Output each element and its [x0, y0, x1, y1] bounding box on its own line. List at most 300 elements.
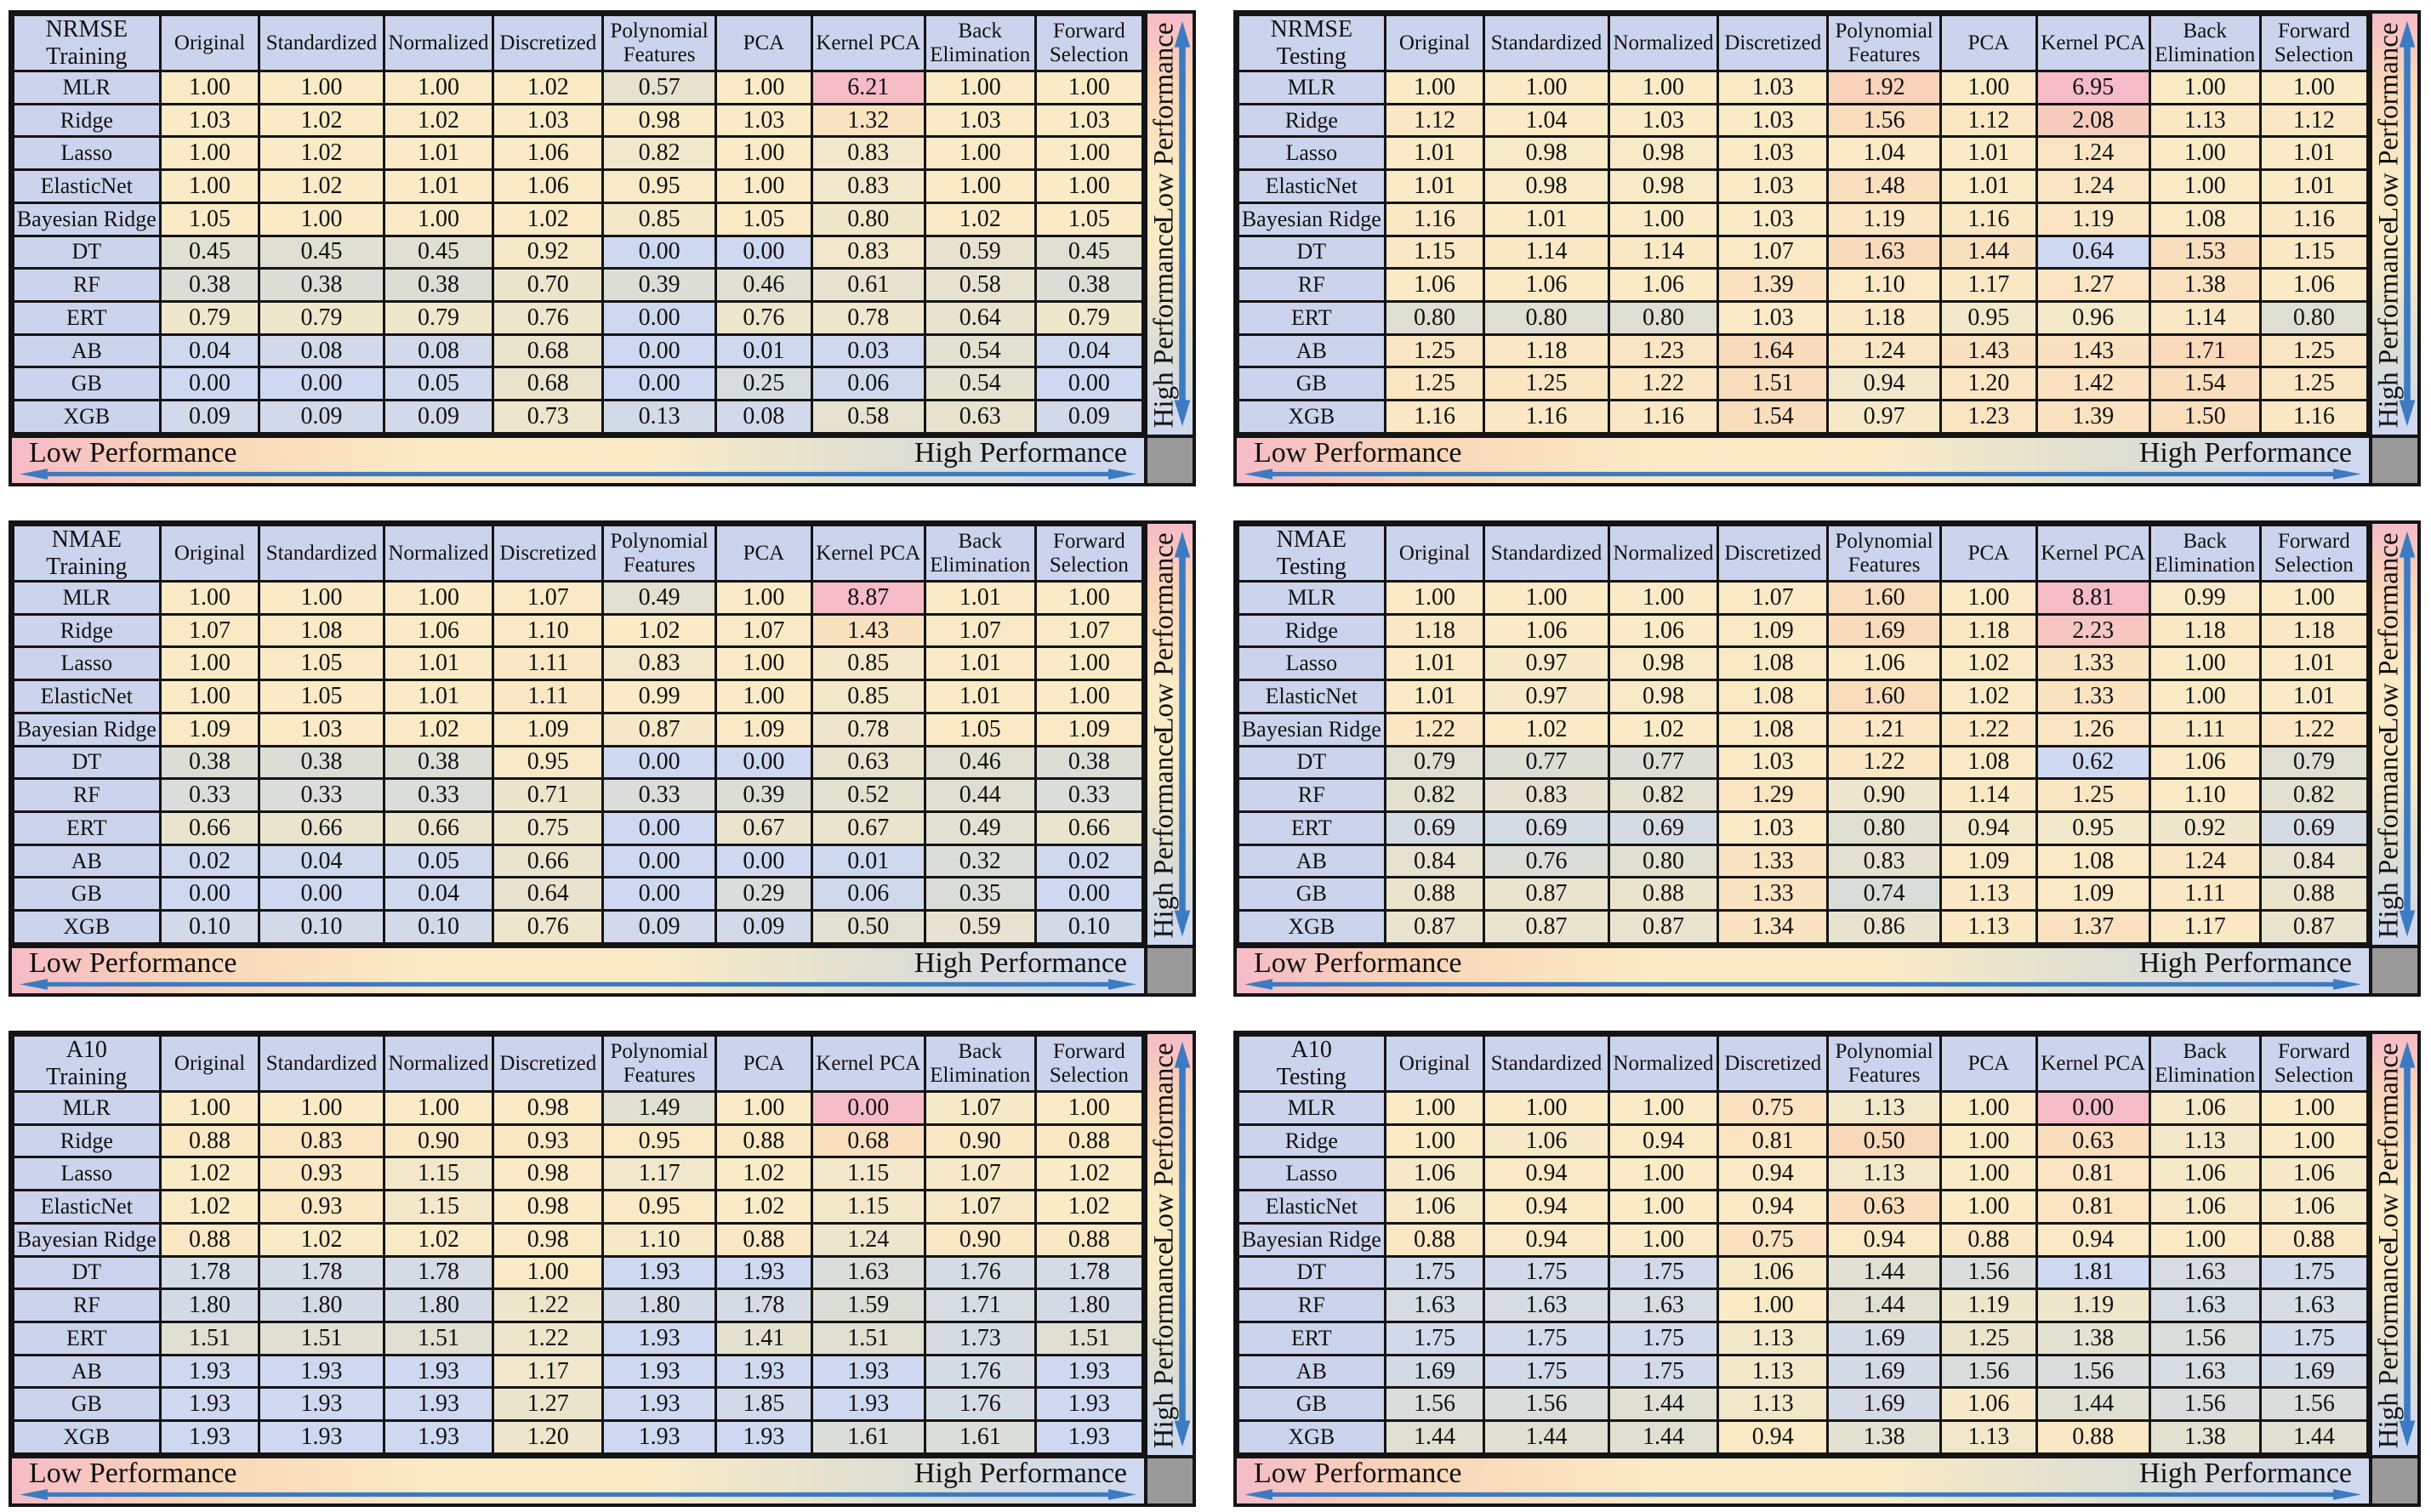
low-performance-label-vertical: Low Performance: [1148, 22, 1180, 225]
value-cell: 0.44: [925, 779, 1035, 812]
value-cell: 0.88: [715, 1223, 811, 1256]
table-row: [14, 614, 1143, 647]
value-cell: 1.00: [1484, 1092, 1608, 1125]
value-cell: 0.75: [1718, 1223, 1828, 1256]
value-cell: 0.78: [811, 302, 925, 335]
panel-nmae-training: [9, 520, 1196, 997]
value-cell: 1.18: [2149, 614, 2260, 647]
value-cell: 1.01: [384, 647, 493, 680]
value-cell: 0.57: [603, 71, 716, 105]
value-cell: 1.00: [2149, 680, 2260, 713]
horizontal-double-arrow-icon: [18, 978, 1138, 991]
model-label: ElasticNet: [14, 170, 161, 203]
value-cell: 0.09: [160, 401, 259, 434]
model-label: GB: [14, 367, 161, 401]
value-cell: 1.56: [2149, 1322, 2260, 1356]
value-cell: 1.01: [1484, 202, 1608, 236]
value-cell: 0.80: [1484, 302, 1608, 335]
value-cell: 0.98: [493, 1092, 603, 1125]
value-cell: 1.16: [2260, 401, 2367, 434]
value-cell: 1.02: [384, 1223, 493, 1256]
model-label: DT: [14, 1256, 161, 1289]
column-header: Original: [1385, 1036, 1484, 1092]
low-performance-label: Low Performance: [1254, 1458, 1462, 1489]
value-cell: 0.38: [1035, 269, 1142, 302]
value-cell: 1.43: [811, 614, 925, 647]
value-cell: 1.93: [259, 1421, 384, 1454]
value-cell: 1.93: [603, 1322, 716, 1356]
value-cell: 1.63: [811, 1256, 925, 1289]
value-cell: 1.00: [715, 680, 811, 713]
value-cell: 0.00: [603, 844, 716, 878]
value-cell: 1.38: [2036, 1322, 2149, 1356]
value-cell: 1.08: [1718, 647, 1828, 680]
value-cell: 1.56: [1828, 104, 1941, 137]
table-row: [1238, 202, 2368, 236]
value-cell: 1.00: [259, 582, 384, 615]
value-cell: 1.23: [1940, 401, 2036, 434]
value-cell: 1.00: [1035, 1092, 1142, 1125]
value-cell: 0.00: [160, 878, 259, 911]
value-cell: 0.00: [715, 844, 811, 878]
table-title: NRMSE Testing: [1238, 15, 1386, 71]
value-cell: 1.00: [715, 1092, 811, 1125]
value-cell: 1.05: [259, 647, 384, 680]
value-cell: 0.88: [160, 1223, 259, 1256]
value-cell: 0.33: [384, 779, 493, 812]
table-title: A10 Testing: [1238, 1036, 1386, 1092]
value-cell: 1.08: [1718, 680, 1828, 713]
value-cell: 1.56: [2036, 1355, 2149, 1388]
value-cell: 1.09: [160, 713, 259, 746]
value-cell: 1.81: [2036, 1256, 2149, 1289]
value-cell: 1.75: [1608, 1355, 1718, 1388]
model-label: Bayesian Ridge: [1238, 1223, 1386, 1256]
value-cell: 1.93: [715, 1421, 811, 1454]
value-cell: 0.33: [1035, 779, 1142, 812]
value-cell: 1.01: [925, 582, 1035, 615]
model-label: Ridge: [14, 104, 161, 137]
value-cell: 1.42: [2036, 367, 2149, 401]
value-cell: 1.00: [2260, 1092, 2367, 1125]
value-cell: 1.06: [1940, 1388, 2036, 1421]
value-cell: 1.08: [2036, 844, 2149, 878]
performance-legend-horizontal: [12, 435, 1144, 483]
column-header: Back Elimination: [925, 526, 1035, 582]
column-header: Discretized: [1718, 15, 1828, 71]
value-cell: 1.33: [1718, 878, 1828, 911]
table-row: [1238, 1421, 2368, 1454]
value-cell: 0.10: [160, 911, 259, 944]
value-cell: 0.87: [1484, 911, 1608, 944]
table-row: [1238, 137, 2368, 170]
value-cell: 0.45: [384, 236, 493, 269]
value-cell: 1.01: [384, 137, 493, 170]
value-cell: 1.00: [1035, 170, 1142, 203]
value-cell: 1.93: [384, 1421, 493, 1454]
value-cell: 1.75: [1484, 1256, 1608, 1289]
value-cell: 1.56: [2260, 1388, 2367, 1421]
value-cell: 1.06: [1484, 269, 1608, 302]
value-cell: 0.79: [259, 302, 384, 335]
value-cell: 0.05: [384, 367, 493, 401]
value-cell: 0.09: [1035, 401, 1142, 434]
model-label: ERT: [14, 302, 161, 335]
value-cell: 0.50: [811, 911, 925, 944]
performance-legend-horizontal: [1237, 435, 2369, 483]
value-cell: 1.00: [715, 71, 811, 105]
model-label: MLR: [14, 582, 161, 615]
table-row: [14, 878, 1143, 911]
value-cell: 1.93: [160, 1355, 259, 1388]
value-cell: 0.94: [1484, 1223, 1608, 1256]
value-cell: 1.02: [259, 170, 384, 203]
value-cell: 1.01: [1940, 137, 2036, 170]
value-cell: 0.88: [1385, 1223, 1484, 1256]
value-cell: 1.80: [259, 1289, 384, 1322]
value-cell: 0.98: [493, 1223, 603, 1256]
value-cell: 0.00: [259, 367, 384, 401]
table-row: [14, 1289, 1143, 1322]
value-cell: 0.68: [493, 334, 603, 367]
value-cell: 1.75: [2260, 1256, 2367, 1289]
value-cell: 0.76: [493, 302, 603, 335]
value-cell: 1.07: [925, 614, 1035, 647]
model-label: AB: [1238, 1355, 1386, 1388]
value-cell: 0.94: [1718, 1157, 1828, 1191]
panel-nrmse-training: [9, 10, 1196, 486]
value-cell: 0.81: [2036, 1157, 2149, 1191]
value-cell: 1.27: [2036, 269, 2149, 302]
value-cell: 1.00: [1940, 582, 2036, 615]
value-cell: 1.16: [2260, 202, 2367, 236]
value-cell: 1.12: [1385, 104, 1484, 137]
high-performance-label-vertical: High Performance: [1148, 221, 1180, 429]
model-label: DT: [14, 746, 161, 779]
value-cell: 0.69: [2260, 812, 2367, 845]
value-cell: 1.11: [493, 680, 603, 713]
vertical-double-arrow-icon: [1173, 1040, 1192, 1448]
value-cell: 1.00: [715, 170, 811, 203]
value-cell: 1.63: [2149, 1256, 2260, 1289]
value-cell: 1.44: [1385, 1421, 1484, 1454]
performance-legend-horizontal: [1237, 1455, 2369, 1503]
value-cell: 1.78: [715, 1289, 811, 1322]
table-title: NRMSE Training: [14, 15, 161, 71]
table-row: [14, 236, 1143, 269]
model-label: Ridge: [1238, 614, 1386, 647]
value-cell: 0.76: [1484, 844, 1608, 878]
value-cell: 0.04: [1035, 334, 1142, 367]
value-cell: 0.66: [384, 812, 493, 845]
value-cell: 1.06: [1385, 1191, 1484, 1224]
model-label: RF: [1238, 1289, 1386, 1322]
value-cell: 1.01: [1385, 680, 1484, 713]
value-cell: 1.09: [715, 713, 811, 746]
value-cell: 1.00: [1035, 137, 1142, 170]
value-cell: 8.81: [2036, 582, 2149, 615]
value-cell: 0.80: [1385, 302, 1484, 335]
value-cell: 1.29: [1718, 779, 1828, 812]
column-header: Forward Selection: [1035, 15, 1142, 71]
low-performance-label-vertical: Low Performance: [2373, 532, 2405, 735]
value-cell: 0.64: [493, 878, 603, 911]
value-cell: 0.88: [160, 1124, 259, 1157]
table-row: [1238, 302, 2368, 335]
high-performance-label-vertical: High Performance: [2373, 1242, 2405, 1449]
value-cell: 1.24: [2149, 844, 2260, 878]
value-cell: 1.43: [2036, 334, 2149, 367]
value-cell: 1.13: [1940, 911, 2036, 944]
model-label: MLR: [1238, 1092, 1386, 1125]
column-header: Polynomial Features: [1828, 15, 1941, 71]
model-label: RF: [14, 779, 161, 812]
value-cell: 1.13: [1940, 1421, 2036, 1454]
value-cell: 0.63: [2036, 1124, 2149, 1157]
value-cell: 1.93: [1035, 1388, 1142, 1421]
value-cell: 1.02: [384, 713, 493, 746]
performance-legend-horizontal: [1237, 945, 2369, 993]
value-cell: 1.48: [1828, 170, 1941, 203]
value-cell: 1.34: [1718, 911, 1828, 944]
value-cell: 1.15: [2260, 236, 2367, 269]
value-cell: 0.38: [160, 746, 259, 779]
value-cell: 0.00: [603, 302, 716, 335]
value-cell: 1.14: [1940, 779, 2036, 812]
value-cell: 1.00: [1608, 1157, 1718, 1191]
value-cell: 0.94: [1828, 1223, 1941, 1256]
value-cell: 1.12: [2260, 104, 2367, 137]
value-cell: 0.79: [160, 302, 259, 335]
value-cell: 1.00: [1035, 680, 1142, 713]
table-row: [14, 269, 1143, 302]
value-cell: 0.46: [925, 746, 1035, 779]
value-cell: 0.35: [925, 878, 1035, 911]
model-label: ERT: [14, 812, 161, 845]
model-label: ElasticNet: [1238, 680, 1386, 713]
value-cell: 1.63: [2260, 1289, 2367, 1322]
value-cell: 1.00: [160, 647, 259, 680]
column-header: Forward Selection: [2260, 1036, 2367, 1092]
value-cell: 0.97: [1484, 647, 1608, 680]
value-cell: 0.45: [259, 236, 384, 269]
value-cell: 0.98: [1608, 170, 1718, 203]
value-cell: 0.68: [811, 1124, 925, 1157]
table-row: [14, 71, 1143, 105]
value-cell: 1.02: [493, 71, 603, 105]
value-cell: 0.08: [715, 401, 811, 434]
value-cell: 1.51: [811, 1322, 925, 1356]
column-header: Forward Selection: [1035, 526, 1142, 582]
value-cell: 1.71: [2149, 334, 2260, 367]
value-cell: 1.06: [1385, 1157, 1484, 1191]
model-label: MLR: [1238, 582, 1386, 615]
value-cell: 0.80: [1828, 812, 1941, 845]
column-header: Kernel PCA: [2036, 15, 2149, 71]
value-cell: 1.44: [1608, 1388, 1718, 1421]
value-cell: 1.93: [259, 1355, 384, 1388]
value-cell: 0.88: [2260, 878, 2367, 911]
column-header: Standardized: [259, 1036, 384, 1092]
value-cell: 1.00: [1608, 1191, 1718, 1224]
value-cell: 1.93: [160, 1388, 259, 1421]
value-cell: 1.25: [1484, 367, 1608, 401]
heatmap-table-nrmse-training: [12, 14, 1144, 435]
table-title: A10 Training: [14, 1036, 161, 1092]
value-cell: 1.02: [603, 614, 716, 647]
value-cell: 1.03: [160, 104, 259, 137]
value-cell: 1.18: [1940, 614, 2036, 647]
value-cell: 1.00: [1608, 582, 1718, 615]
column-header: Discretized: [1718, 526, 1828, 582]
table-row: [1238, 1289, 2368, 1322]
value-cell: 0.81: [2036, 1191, 2149, 1224]
column-header: Standardized: [259, 15, 384, 71]
value-cell: 1.03: [259, 713, 384, 746]
value-cell: 1.00: [1940, 1092, 2036, 1125]
value-cell: 1.24: [2036, 170, 2149, 203]
value-cell: 1.51: [259, 1322, 384, 1356]
value-cell: 1.13: [2149, 1124, 2260, 1157]
column-header: Standardized: [1484, 526, 1608, 582]
corner-spacer: [2369, 1455, 2417, 1503]
value-cell: 1.00: [1385, 1124, 1484, 1157]
value-cell: 1.69: [1385, 1355, 1484, 1388]
value-cell: 1.10: [1828, 269, 1941, 302]
value-cell: 1.63: [2149, 1355, 2260, 1388]
table-row: [14, 1124, 1143, 1157]
value-cell: 0.83: [811, 137, 925, 170]
value-cell: 1.93: [603, 1421, 716, 1454]
value-cell: 0.69: [1608, 812, 1718, 845]
value-cell: 0.94: [1718, 1191, 1828, 1224]
value-cell: 1.05: [925, 713, 1035, 746]
column-header: Back Elimination: [925, 1036, 1035, 1092]
value-cell: 0.96: [2036, 302, 2149, 335]
value-cell: 1.19: [1940, 1289, 2036, 1322]
value-cell: 1.03: [1718, 170, 1828, 203]
value-cell: 1.93: [811, 1388, 925, 1421]
value-cell: 1.03: [1608, 104, 1718, 137]
table-row: [14, 1191, 1143, 1224]
value-cell: 1.05: [1035, 202, 1142, 236]
value-cell: 0.70: [493, 269, 603, 302]
model-label: MLR: [1238, 71, 1386, 105]
model-label: Lasso: [1238, 137, 1386, 170]
value-cell: 1.17: [1940, 269, 2036, 302]
value-cell: 0.49: [603, 582, 716, 615]
value-cell: 1.93: [715, 1256, 811, 1289]
table-row: [1238, 1157, 2368, 1191]
value-cell: 0.92: [2149, 812, 2260, 845]
value-cell: 1.00: [493, 1256, 603, 1289]
value-cell: 1.03: [1718, 104, 1828, 137]
value-cell: 8.87: [811, 582, 925, 615]
value-cell: 0.10: [259, 911, 384, 944]
model-label: Lasso: [14, 137, 161, 170]
value-cell: 0.85: [811, 680, 925, 713]
value-cell: 0.39: [715, 779, 811, 812]
value-cell: 0.33: [259, 779, 384, 812]
value-cell: 0.88: [715, 1124, 811, 1157]
value-cell: 1.06: [1608, 614, 1718, 647]
value-cell: 1.21: [1828, 713, 1941, 746]
value-cell: 0.76: [715, 302, 811, 335]
model-label: AB: [14, 1355, 161, 1388]
vertical-double-arrow-icon: [2398, 1040, 2417, 1448]
value-cell: 1.00: [1385, 582, 1484, 615]
value-cell: 0.74: [1828, 878, 1941, 911]
value-cell: 1.02: [925, 202, 1035, 236]
value-cell: 0.00: [715, 746, 811, 779]
value-cell: 1.25: [1385, 334, 1484, 367]
table-row: [1238, 269, 2368, 302]
value-cell: 1.19: [1828, 202, 1941, 236]
performance-legend-vertical: [1144, 1034, 1193, 1455]
value-cell: 0.80: [1608, 844, 1718, 878]
value-cell: 1.76: [925, 1256, 1035, 1289]
value-cell: 0.08: [384, 334, 493, 367]
value-cell: 1.03: [1718, 71, 1828, 105]
value-cell: 0.80: [811, 202, 925, 236]
value-cell: 0.63: [925, 401, 1035, 434]
low-performance-label: Low Performance: [29, 947, 237, 979]
value-cell: 1.54: [1718, 401, 1828, 434]
value-cell: 1.00: [384, 582, 493, 615]
column-header: Original: [1385, 15, 1484, 71]
value-cell: 0.78: [811, 713, 925, 746]
value-cell: 1.07: [1718, 236, 1828, 269]
value-cell: 1.78: [259, 1256, 384, 1289]
value-cell: 0.98: [493, 1157, 603, 1191]
value-cell: 1.93: [603, 1388, 716, 1421]
value-cell: 1.51: [1718, 367, 1828, 401]
value-cell: 1.16: [1385, 202, 1484, 236]
column-header: PCA: [1940, 526, 2036, 582]
value-cell: 0.94: [1608, 1124, 1718, 1157]
value-cell: 1.01: [925, 680, 1035, 713]
value-cell: 1.13: [2149, 104, 2260, 137]
value-cell: 0.77: [1608, 746, 1718, 779]
table-row: [14, 1421, 1143, 1454]
heatmap-table-nmae-testing: [1237, 524, 2369, 945]
value-cell: 1.16: [1484, 401, 1608, 434]
model-label: RF: [1238, 269, 1386, 302]
value-cell: 1.06: [1484, 1124, 1608, 1157]
value-cell: 0.95: [2036, 812, 2149, 845]
value-cell: 1.76: [925, 1388, 1035, 1421]
value-cell: 0.85: [603, 202, 716, 236]
value-cell: 0.87: [1385, 911, 1484, 944]
value-cell: 1.13: [1828, 1157, 1941, 1191]
model-label: Ridge: [14, 614, 161, 647]
column-header: Back Elimination: [2149, 15, 2260, 71]
value-cell: 1.13: [1828, 1092, 1941, 1125]
heatmap-table-nmae-training: [12, 524, 1144, 945]
value-cell: 0.88: [2260, 1223, 2367, 1256]
value-cell: 1.56: [1940, 1355, 2036, 1388]
value-cell: 1.22: [1385, 713, 1484, 746]
performance-legend-vertical: [2369, 14, 2417, 435]
low-performance-label: Low Performance: [29, 1458, 237, 1489]
corner-spacer: [1144, 435, 1193, 483]
value-cell: 1.22: [493, 1289, 603, 1322]
model-label: Lasso: [14, 647, 161, 680]
value-cell: 1.00: [925, 137, 1035, 170]
value-cell: 1.07: [493, 582, 603, 615]
value-cell: 0.00: [1035, 878, 1142, 911]
value-cell: 1.13: [1718, 1322, 1828, 1356]
